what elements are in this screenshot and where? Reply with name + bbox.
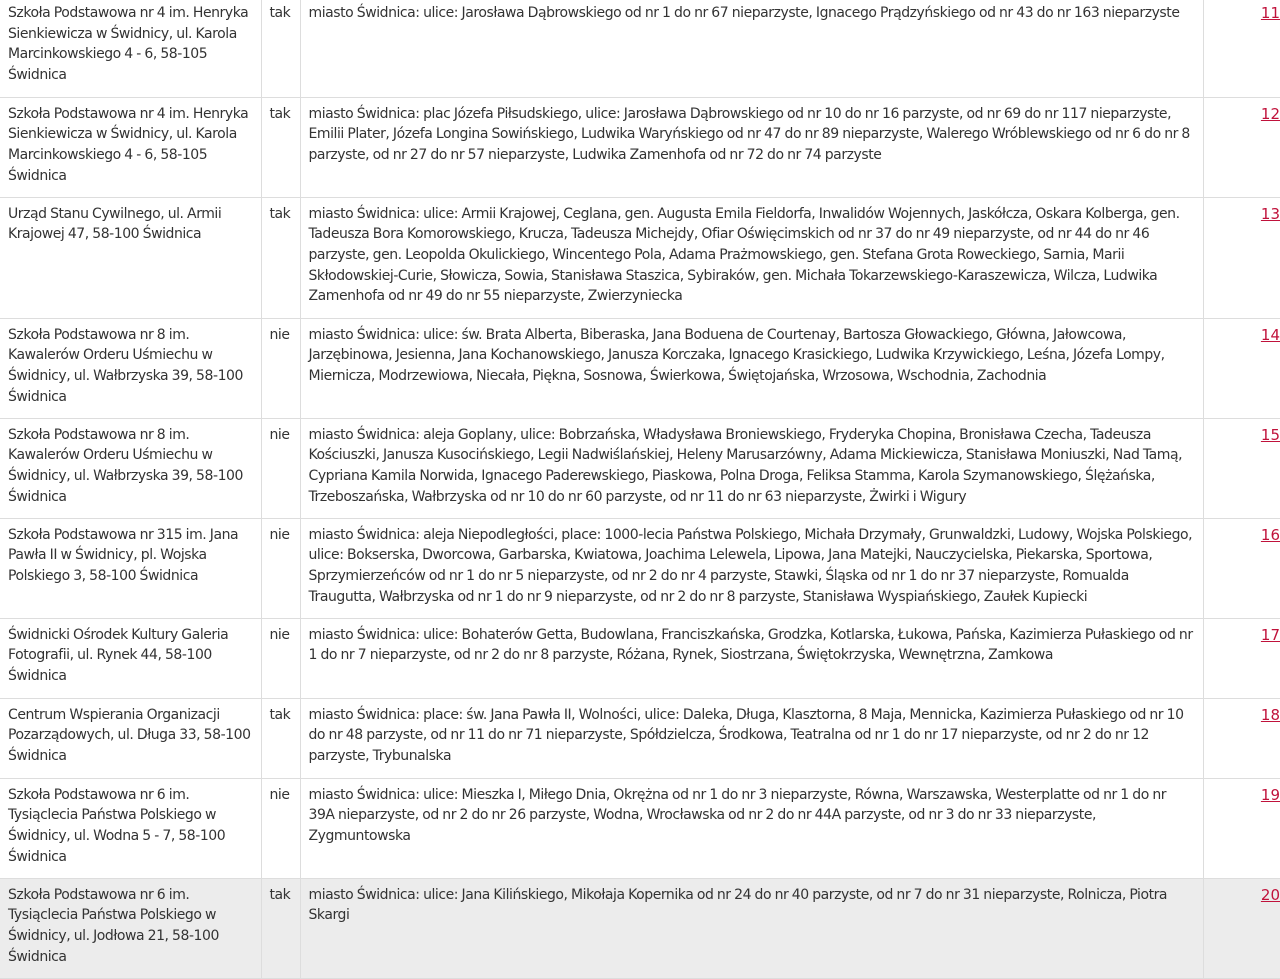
district-number-link[interactable]: 13 xyxy=(1260,204,1280,223)
table-row xyxy=(0,318,1280,418)
district-number-link[interactable]: 16 xyxy=(1260,525,1280,544)
polling-place-cell: Szkoła Podstawowa nr 6 im. Tysiąclecia Państwa Polskiego w Świdnicy, ul. Jodłowa 21, 58-100 Świdnica xyxy=(0,878,261,978)
table-row xyxy=(0,698,1280,778)
table-row xyxy=(0,197,1280,318)
district-number-cell xyxy=(1203,318,1280,418)
polling-place-cell: Szkoła Podstawowa nr 4 im. Henryka Sienkiewicza w Świdnicy, ul. Karola Marcinkowskiego 4 - 6, 58-105 Świdnica xyxy=(0,97,261,197)
area-cell: miasto Świdnica: aleja Goplany, ulice: Bobrzańska, Władysława Broniewskiego, Fryderyka Chopina, Bronisława Czecha, Tadeusza Kościuszki, Janusza Kusocińskiego, Legii Nadwiślańskiej, Heleny Marusarzówny, Adama Mickiewicza, Stanisława Moniuszki, Nad Tamą, Cypriana Kamila Norwida, Ignacego Paderewskiego, Piaskowa, Polna Droga, Feliksa Stamma, Karola Szymanowskiego, Ślężańska, Trzeboszańska, Wałbrzyska od nr 10 do nr 60 parzyste, od nr 11 do nr 63 nieparzyste, Żwirki i Wigury xyxy=(300,418,1203,518)
table-row xyxy=(0,0,1280,97)
table-row-highlighted xyxy=(0,878,1280,978)
district-number-link[interactable]: 17 xyxy=(1260,625,1280,644)
table-row xyxy=(0,518,1280,618)
area-cell: miasto Świdnica: aleja Niepodległości, place: 1000-lecia Państwa Polskiego, Michała Drzymały, Grunwaldzki, Ludowy, Wojska Polskiego, ulice: Bokserska, Dworcowa, Garbarska, Kwiatowa, Joachima Lelewela, Lipowa, Jana Matejki, Nauczycielska, Piekarska, Sportowa, Sprzymierzeńców od nr 1 do nr 5 nieparzyste, od nr 2 do nr 4 parzyste, Stawki, Śląska od nr 1 do nr 37 nieparzyste, Romualda Traugutta, Wałbrzyska od nr 1 do nr 9 nieparzyste, od nr 2 do nr 8 parzyste, Stanisława Wyspiańskiego, Zaułek Kupiecki xyxy=(300,518,1203,618)
polling-place-cell: Centrum Wspierania Organizacji Pozarządowych, ul. Długa 33, 58-100 Świdnica xyxy=(0,698,261,778)
table-row xyxy=(0,778,1280,878)
polling-place-cell: Szkoła Podstawowa nr 8 im. Kawalerów Orderu Uśmiechu w Świdnicy, ul. Wałbrzyska 39, 58-100 Świdnica xyxy=(0,318,261,418)
polling-place-cell: Szkoła Podstawowa nr 315 im. Jana Pawła II w Świdnicy, pl. Wojska Polskiego 3, 58-100 Świdnica xyxy=(0,518,261,618)
district-number-link[interactable]: 18 xyxy=(1260,705,1280,724)
area-cell: miasto Świdnica: ulice: Jarosława Dąbrowskiego od nr 1 do nr 67 nieparzyste, Ignacego Prądzyńskiego od nr 43 do nr 163 nieparzyste xyxy=(300,0,1203,97)
area-cell: miasto Świdnica: ulice: Mieszka I, Miłego Dnia, Okrężna od nr 1 do nr 3 nieparzyste, Równa, Warszawska, Westerplatte od nr 1 do nr 39A nieparzyste, od nr 2 do nr 26 parzyste, Wodna, Wrocławska od nr 2 do nr 44A parzyste, od nr 3 do nr 33 nieparzyste, Zygmuntowska xyxy=(300,778,1203,878)
district-number-link[interactable]: 11 xyxy=(1260,4,1280,22)
adapted-cell: nie xyxy=(261,618,300,698)
district-number-cell xyxy=(1203,878,1280,978)
district-number-cell xyxy=(1203,197,1280,318)
area-cell: miasto Świdnica: ulice: św. Brata Alberta, Biberaska, Jana Boduena de Courtenay, Bartosza Głowackiego, Główna, Jałowcowa, Jarzębinowa, Jesienna, Jana Kochanowskiego, Janusza Korczaka, Ignacego Krasickiego, Ludwika Krzywickiego, Leśna, Józefa Lompy, Miernicza, Modrzewiowa, Niecała, Piękna, Sosnowa, Świerkowa, Świętojańska, Wrzosowa, Wschodnia, Zachodnia xyxy=(300,318,1203,418)
district-number-cell xyxy=(1203,778,1280,878)
adapted-cell: tak xyxy=(261,698,300,778)
area-cell: miasto Świdnica: ulice: Jana Kilińskiego, Mikołaja Kopernika od nr 24 do nr 40 parzyste, od nr 7 do nr 31 nieparzyste, Rolnicza, Piotra Skargi xyxy=(300,878,1203,978)
adapted-cell: tak xyxy=(261,878,300,978)
adapted-cell: tak xyxy=(261,97,300,197)
adapted-cell: nie xyxy=(261,318,300,418)
district-number-link[interactable]: 19 xyxy=(1260,785,1280,804)
polling-place-cell: Szkoła Podstawowa nr 6 im. Tysiąclecia Państwa Polskiego w Świdnicy, ul. Wodna 5 - 7, 58-100 Świdnica xyxy=(0,778,261,878)
district-number-link[interactable]: 12 xyxy=(1260,104,1280,123)
polling-place-cell: Szkoła Podstawowa nr 4 im. Henryka Sienkiewicza w Świdnicy, ul. Karola Marcinkowskiego 4 - 6, 58-105 Świdnica xyxy=(0,0,261,97)
district-number-cell xyxy=(1203,97,1280,197)
district-number-cell xyxy=(1203,698,1280,778)
adapted-cell: nie xyxy=(261,518,300,618)
adapted-cell: tak xyxy=(261,0,300,97)
adapted-cell: nie xyxy=(261,418,300,518)
district-number-cell xyxy=(1203,0,1280,97)
table-row xyxy=(0,97,1280,197)
area-cell: miasto Świdnica: place: św. Jana Pawła II, Wolności, ulice: Daleka, Długa, Klasztorna, 8 Maja, Mennicka, Kazimierza Pułaskiego od nr 10 do nr 48 parzyste, od nr 11 do nr 71 nieparzyste, Spółdzielcza, Środkowa, Teatralna od nr 1 do nr 17 nieparzyste, od nr 2 do nr 12 parzyste, Trybunalska xyxy=(300,698,1203,778)
district-number-link[interactable]: 15 xyxy=(1260,425,1280,444)
area-cell: miasto Świdnica: plac Józefa Piłsudskiego, ulice: Jarosława Dąbrowskiego od nr 10 do nr 16 parzyste, od nr 69 do nr 117 nieparzyste, Emilii Plater, Józefa Longina Sowińskiego, Ludwika Waryńskiego od nr 47 do nr 89 nieparzyste, Walerego Wróblewskiego od nr 6 do nr 8 parzyste, od nr 27 do nr 57 nieparzyste, Ludwika Zamenhofa od nr 72 do nr 74 parzyste xyxy=(300,97,1203,197)
table-row xyxy=(0,418,1280,518)
district-number-cell xyxy=(1203,418,1280,518)
polling-place-cell: Urząd Stanu Cywilnego, ul. Armii Krajowej 47, 58-100 Świdnica xyxy=(0,197,261,318)
district-number-cell xyxy=(1203,518,1280,618)
table-row xyxy=(0,618,1280,698)
adapted-cell: nie xyxy=(261,778,300,878)
district-number-cell xyxy=(1203,618,1280,698)
district-number-link[interactable]: 14 xyxy=(1260,325,1280,344)
polling-place-cell: Świdnicki Ośrodek Kultury Galeria Fotografii, ul. Rynek 44, 58-100 Świdnica xyxy=(0,618,261,698)
area-cell: miasto Świdnica: ulice: Armii Krajowej, Ceglana, gen. Augusta Emila Fieldorfa, Inwalidów Wojennych, Jaskółcza, Oskara Kolberga, gen. Tadeusza Bora Komorowskiego, Krucza, Tadeusza Michejdy, Ofiar Oświęcimskich od nr 37 do nr 49 nieparzyste, od nr 44 do nr 46 parzyste, gen. Leopolda Okulickiego, Wincentego Pola, Adama Prażmowskiego, gen. Stefana Grota Roweckiego, Sarnia, Marii Skłodowskiej-Curie, Słowicza, Sowia, Stanisława Staszica, Sybiraków, gen. Michała Tokarzewskiego-Karaszewicza, Wilcza, Ludwika Zamenhofa od nr 49 do nr 55 nieparzyste, Zwierzyniecka xyxy=(300,197,1203,318)
area-cell: miasto Świdnica: ulice: Bohaterów Getta, Budowlana, Franciszkańska, Grodzka, Kotlarska, Łukowa, Pańska, Kazimierza Pułaskiego od nr 1 do nr 7 nieparzyste, od nr 2 do nr 8 parzyste, Różana, Rynek, Siostrzana, Świętokrzyska, Wewnętrzna, Zamkowa xyxy=(300,618,1203,698)
district-number-link[interactable]: 20 xyxy=(1260,885,1280,904)
adapted-cell: tak xyxy=(261,197,300,318)
polling-place-cell: Szkoła Podstawowa nr 8 im. Kawalerów Orderu Uśmiechu w Świdnicy, ul. Wałbrzyska 39, 58-100 Świdnica xyxy=(0,418,261,518)
